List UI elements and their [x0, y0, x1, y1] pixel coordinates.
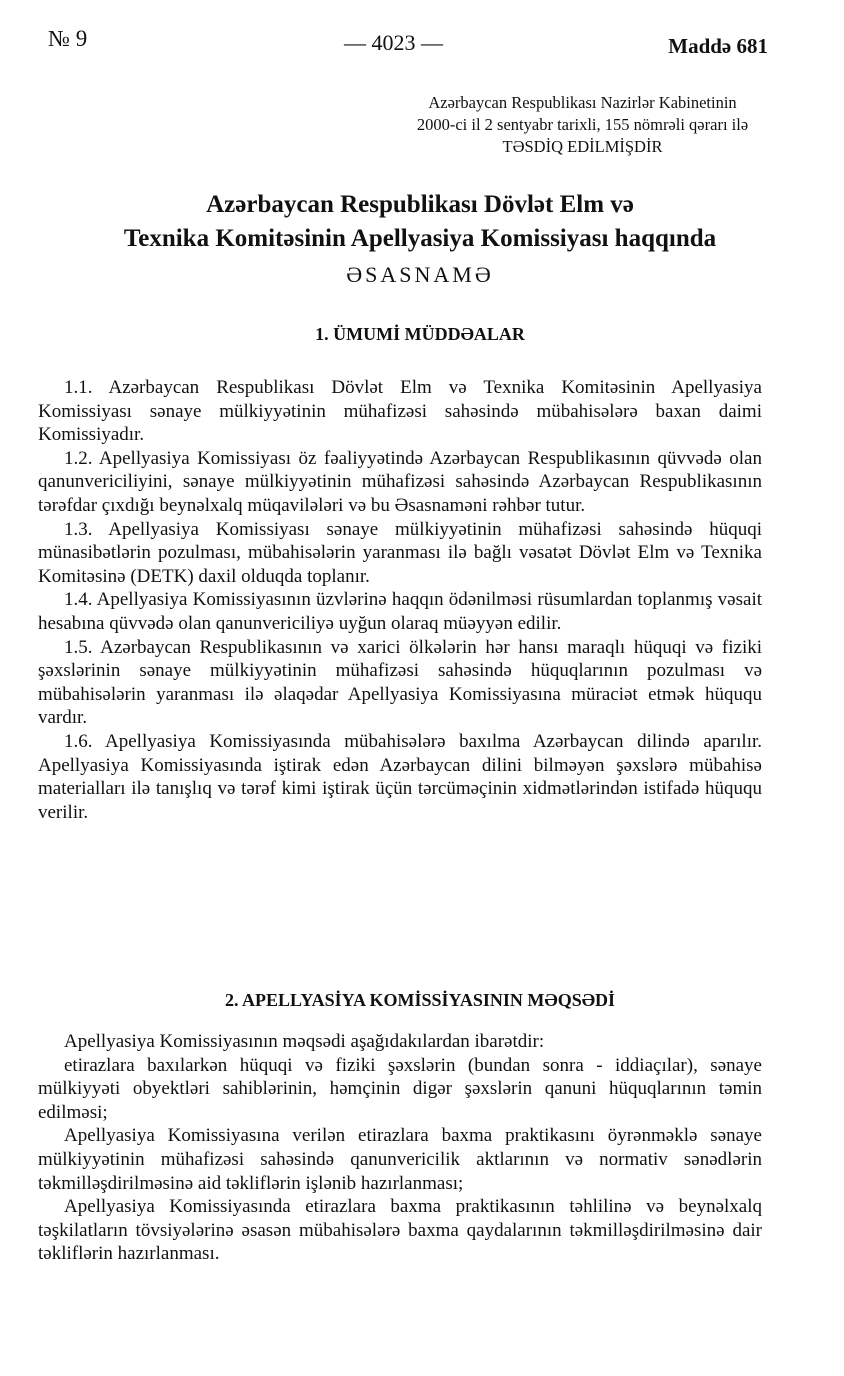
approval-line-2: 2000-ci il 2 sentyabr tarixli, 155 nömrəli qərarı ilə	[416, 115, 749, 134]
issue-number: № 9	[48, 26, 88, 51]
paragraph-1-1: 1.1. Azərbaycan Respublikası Dövlət Elm və Texnika Komitəsinin Apellyasiya Komissiyası sənaye mülkiyyətinin mühafizəsi sahəsində mübahisələrə baxan daimi Komissiyadır.	[38, 377, 762, 446]
article-number: Maddə 681	[668, 34, 768, 58]
paragraph-2-3: Apellyasiya Komissiyasında etirazlara baxma praktikasının təhlilinə və beynəlxalq təşkilatların tövsiyələrinə əsasən mübahisələrə baxma qaydalarının təkmilləşdirilməsinə dair təkliflərin hazırlanması.	[38, 1196, 762, 1265]
section-2-body	[38, 1030, 762, 1266]
title-line-1: Azərbaycan Respublikası Dövlət Elm və	[206, 191, 634, 218]
paragraph-1-4: 1.4. Apellyasiya Komissiyasının üzvlərinə haqqın ödənilməsi rüsumlardan toplanmış vəsait hesabına qüvvədə olan qanunvericiliyə uyğun olaraq müəyyən edilir.	[38, 589, 762, 634]
paragraph-2-2: Apellyasiya Komissiyasına verilən etirazlara baxma praktikasını öyrənməklə sənaye mülkiyyətinin mühafizəsi sahəsində qanunvericilik aktlarının və normativ sənədlərin təkmilləşdirilməsinə aid təkliflərin işlənib hazırlanması;	[38, 1125, 762, 1194]
paragraph-2-1: etirazlara baxılarkən hüquqi və fiziki şəxslərin (bundan sonra - iddiaçılar), sənaye mülkiyyəti obyektləri sahiblərinin, həmçinin digər şəxslərin qanuni hüquqlarının təmin edilməsi;	[38, 1054, 762, 1123]
paragraph-1-2: 1.2. Apellyasiya Komissiyası öz fəaliyyətində Azərbaycan Respublikasının qüvvədə olan qanunvericiliyini, sənaye mülkiyyətinin mühafizəsi sahəsində Azərbaycan Respublikasının tərəfdar çıxdığı beynəlxalq müqavilələri və bu Əsasnaməni rəhbər tutur.	[38, 447, 762, 516]
page-number: — 4023 —	[344, 30, 443, 55]
section-1-body	[38, 376, 762, 824]
paragraph-1-5: 1.5. Azərbaycan Respublikasının və xarici ölkələrin hər hansı maraqlı hüquqi və fiziki şəxslərinin sənaye mülkiyyətinin mühafizəsi sahəsində hüquqlarının pozulması və mübahisələrin yaranması ilə əlaqədar Apellyasiya Komissiyasına müraciət etmək hüququ vardır.	[38, 636, 762, 729]
section-1-heading: 1. ÜMUMİ MÜDDƏALAR	[315, 324, 525, 344]
approval-line-1: Azərbaycan Respublikası Nazirlər Kabinetinin	[428, 93, 737, 112]
document-type: ƏSASNAMƏ	[346, 262, 494, 287]
paragraph-2-intro: Apellyasiya Komissiyasının məqsədi aşağıdakılardan ibarətdir:	[64, 1031, 545, 1052]
approval-stamp	[390, 92, 775, 158]
document-title	[80, 188, 760, 256]
section-2-heading: 2. APELLYASİYA KOMİSSİYASININ MƏQSƏDİ	[224, 990, 616, 1010]
title-line-2: Texnika Komitəsinin Apellyasiya Komissiyası haqqında	[123, 225, 717, 252]
paragraph-1-6: 1.6. Apellyasiya Komissiyasında mübahisələrə baxılma Azərbaycan dilində aparılır. Apellyasiya Komissiyasında iştirak edən Azərbaycan dilini bilməyən şəxslərə mübahisə materialları ilə tanışlıq və tərəf kimi iştirak üçün tərcüməçinin xidmətlərindən istifadə hüququ verilir.	[38, 730, 762, 823]
approval-line-3: TƏSDİQ EDİLMİŞDİR	[502, 137, 663, 156]
paragraph-1-3: 1.3. Apellyasiya Komissiyası sənaye mülkiyyətinin mühafizəsi sahəsində hüquqi münasibətlərin pozulması, mübahisələrin yaranması ilə bağlı vəsatət Dövlət Elm və Texnika Komitəsinə (DETK) daxil olduqda toplanır.	[38, 518, 762, 587]
